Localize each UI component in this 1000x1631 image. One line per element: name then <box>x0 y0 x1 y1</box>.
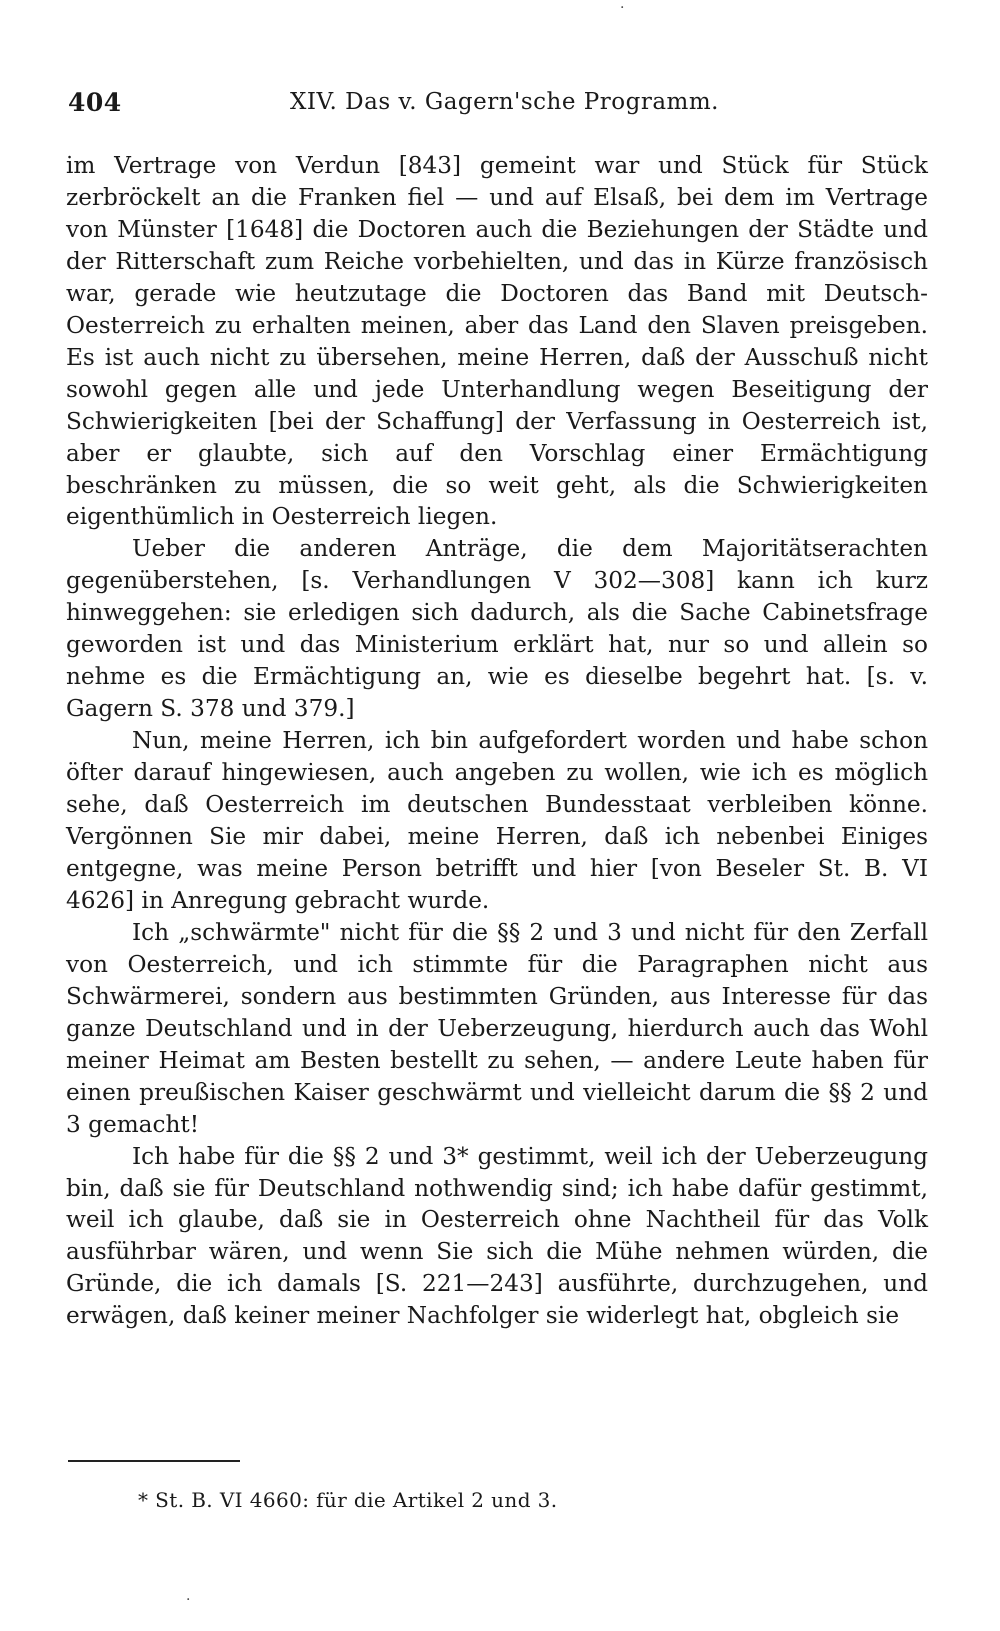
paragraph-5: Ich habe für die §§ 2 und 3* gestimmt, weil ich der Ueberzeugung bin, daß sie für Deutschland nothwendig sind; ich habe dafür gestimmt, weil ich glaube, daß sie in Oesterreich ohne Nachtheil für das Volk ausführbar wären, und wenn Sie sich die Mühe nehmen würden, die Gründe, die ich damals [S. 221—243] ausführte, durchzugehen, und erwägen, daß keiner meiner Nachfolger sie widerlegt hat, obgleich sie <box>66 1142 928 1330</box>
footnote-divider <box>68 1460 240 1462</box>
running-head: XIV. Das v. Gagern'sche Programm. <box>290 89 719 115</box>
paragraph-1: im Vertrage von Verdun [843] gemeint war und Stück für Stück zerbröckelt an die Franken fiel — und auf Elsaß, bei dem im Vertrage von Münster [1648] die Doctoren auch die Beziehungen der Städte und der Ritterschaft zum Reiche vorbehielten, und das in Kürze französisch war, gerade wie heutzutage die Doctoren das Band mit Deutsch-Oesterreich zu erhalten meinen, aber das Land den Slaven preisgeben. Es ist auch nicht zu übersehen, meine Herren, daß der Ausschuß nicht sowohl gegen alle und jede Unterhandlung wegen Beseitigung der Schwierigkeiten [bei der Schaffung] der Verfassung in Oesterreich ist, aber er glaubte, sich auf den Vorschlag einer Ermächtigung beschränken zu müssen, die so weit geht, als die Schwierigkeiten eigenthümlich in Oesterreich liegen. <box>66 152 928 531</box>
body-text <box>66 150 928 1332</box>
print-speck: · <box>186 1592 191 1608</box>
footnote: * St. B. VI 4660: für die Artikel 2 und 3. <box>138 1488 558 1512</box>
page-number: 404 <box>68 88 122 117</box>
paragraph-2: Ueber die anderen Anträge, die dem Majoritätserachten gegenüberstehen, [s. Verhandlungen V 302—308] kann ich kurz hinweggehen: sie erledigen sich dadurch, als die Sache Cabinetsfrage geworden ist und das Ministerium erklärt hat, nur so und allein so nehme es die Ermächtigung an, wie es dieselbe begehrt hat. [s. v. Gagern S. 378 und 379.] <box>66 535 928 723</box>
paragraph-3: Nun, meine Herren, ich bin aufgefordert worden und habe schon öfter darauf hingewiesen, auch angeben zu wollen, wie ich es möglich sehe, daß Oesterreich im deutschen Bundesstaat verbleiben könne. Vergönnen Sie mir dabei, meine Herren, daß ich nebenbei Einiges entgegne, was meine Person betrifft und hier [von Beseler St. B. VI 4626] in Anregung gebracht wurde. <box>66 727 928 914</box>
page-header <box>68 88 928 128</box>
print-speck: · <box>620 0 625 16</box>
paragraph-4: Ich „schwärmte" nicht für die §§ 2 und 3 und nicht für den Zerfall von Oesterreich, und ich stimmte für die Paragraphen nicht aus Schwärmerei, sondern aus bestimmten Gründen, aus Interesse für das ganze Deutschland und in der Ueberzeugung, hierdurch auch das Wohl meiner Heimat am Besten bestellt zu sehen, — andere Leute haben für einen preußischen Kaiser geschwärmt und vielleicht darum die §§ 2 und 3 gemacht! <box>66 918 928 1138</box>
